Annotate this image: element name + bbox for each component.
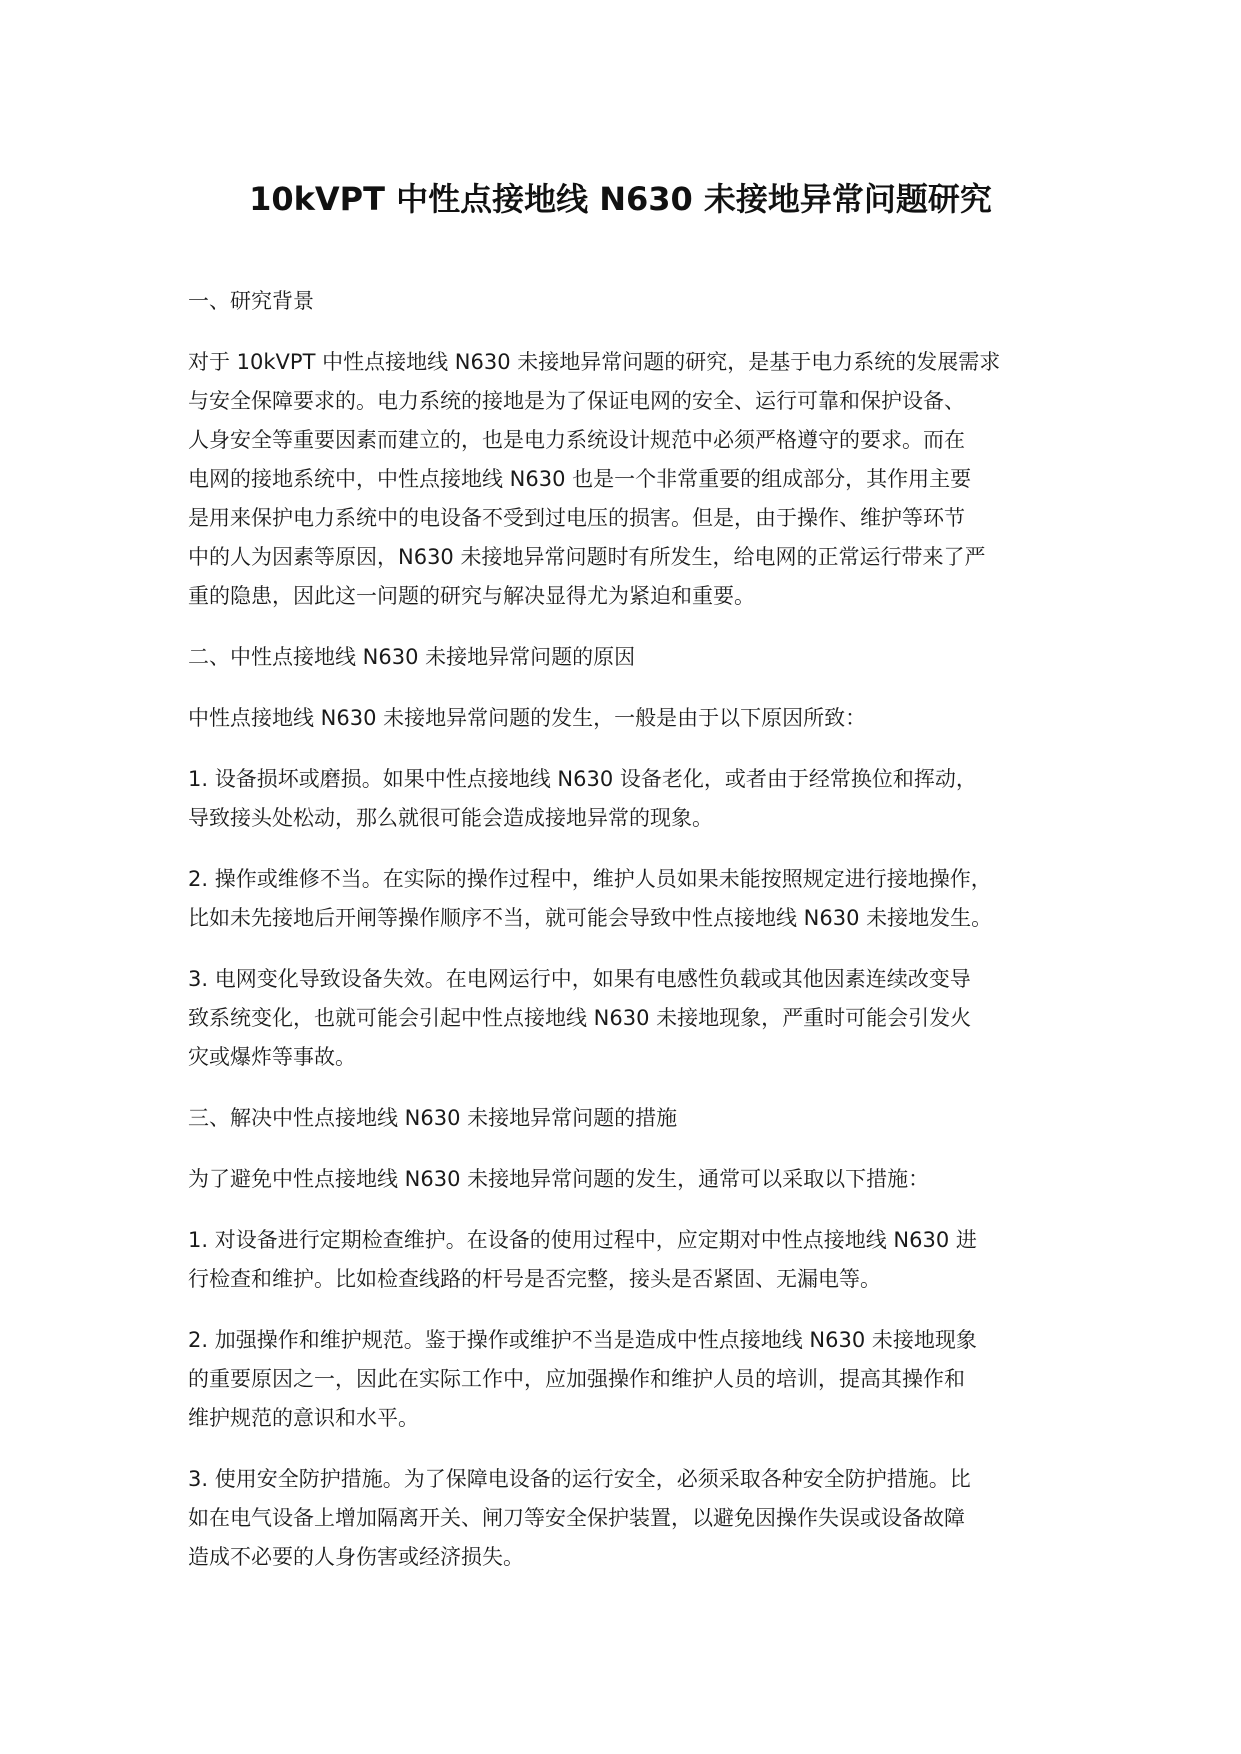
text-line: 的重要原因之一，因此在实际工作中，应加强操作和维护人员的培训，提高其操作和 — [188, 1367, 965, 1391]
list-item — [188, 760, 1078, 838]
list-item — [188, 1460, 1078, 1577]
section-heading-measures: 三、解决中性点接地线 N630 未接地异常问题的措施 — [188, 1106, 678, 1130]
text-line: 为了避免中性点接地线 N630 未接地异常问题的发生，通常可以采取以下措施： — [188, 1167, 930, 1191]
list-item — [188, 860, 1078, 938]
text-line: 1. 对设备进行定期检查维护。在设备的使用过程中，应定期对中性点接地线 N630 进 — [188, 1228, 977, 1252]
text-line: 中性点接地线 N630 未接地异常问题的发生，一般是由于以下原因所致： — [188, 706, 867, 730]
paragraph — [188, 343, 1078, 616]
text-line: 致系统变化，也就可能会引起中性点接地线 N630 未接地现象，严重时可能会引发火 — [188, 1006, 972, 1030]
text-line: 行检查和维护。比如检查线路的杆号是否完整，接头是否紧固、无漏电等。 — [188, 1267, 881, 1291]
list-item — [188, 960, 1078, 1077]
list-item — [188, 1221, 1078, 1299]
text-line: 比如未先接地后开闸等操作顺序不当，就可能会导致中性点接地线 N630 未接地发生。 — [188, 906, 993, 930]
document-body — [188, 282, 1078, 1599]
section-heading-causes: 二、中性点接地线 N630 未接地异常问题的原因 — [188, 645, 636, 669]
text-line: 人身安全等重要因素而建立的，也是电力系统设计规范中必须严格遵守的要求。而在 — [188, 428, 965, 452]
text-line: 是用来保护电力系统中的电设备不受到过电压的损害。但是，由于操作、维护等环节 — [188, 506, 965, 530]
list-item — [188, 1321, 1078, 1438]
text-line: 重的隐患，因此这一问题的研究与解决显得尤为紧迫和重要。 — [188, 584, 755, 608]
text-line: 导致接头处松动，那么就很可能会造成接地异常的现象。 — [188, 806, 713, 830]
text-line: 与安全保障要求的。电力系统的接地是为了保证电网的安全、运行可靠和保护设备、 — [188, 389, 965, 413]
text-line: 灾或爆炸等事故。 — [188, 1045, 356, 1069]
text-line: 电网的接地系统中，中性点接地线 N630 也是一个非常重要的组成部分，其作用主要 — [188, 467, 972, 491]
text-line: 造成不必要的人身伤害或经济损失。 — [188, 1545, 524, 1569]
paragraph — [188, 699, 1078, 738]
document-title: 10kVPT 中性点接地线 N630 未接地异常问题研究 — [249, 180, 992, 218]
text-line: 中的人为因素等原因，N630 未接地异常问题时有所发生，给电网的正常运行带来了严 — [188, 545, 986, 569]
text-line: 维护规范的意识和水平。 — [188, 1406, 419, 1430]
paragraph — [188, 1160, 1078, 1199]
text-line: 2. 加强操作和维护规范。鉴于操作或维护不当是造成中性点接地线 N630 未接地现象 — [188, 1328, 977, 1352]
text-line: 对于 10kVPT 中性点接地线 N630 未接地异常问题的研究，是基于电力系统的发展需求 — [188, 350, 1001, 374]
text-line: 3. 电网变化导致设备失效。在电网运行中，如果有电感性负载或其他因素连续改变导 — [188, 967, 971, 991]
text-line: 1. 设备损坏或磨损。如果中性点接地线 N630 设备老化，或者由于经常换位和挥动， — [188, 767, 977, 791]
text-line: 如在电气设备上增加隔离开关、闸刀等安全保护装置，以避免因操作失误或设备故障 — [188, 1506, 965, 1530]
text-line: 3. 使用安全防护措施。为了保障电设备的运行安全，必须采取各种安全防护措施。比 — [188, 1467, 971, 1491]
text-line: 2. 操作或维修不当。在实际的操作过程中，维护人员如果未能按照规定进行接地操作， — [188, 867, 992, 891]
section-heading-background: 一、研究背景 — [188, 289, 314, 313]
